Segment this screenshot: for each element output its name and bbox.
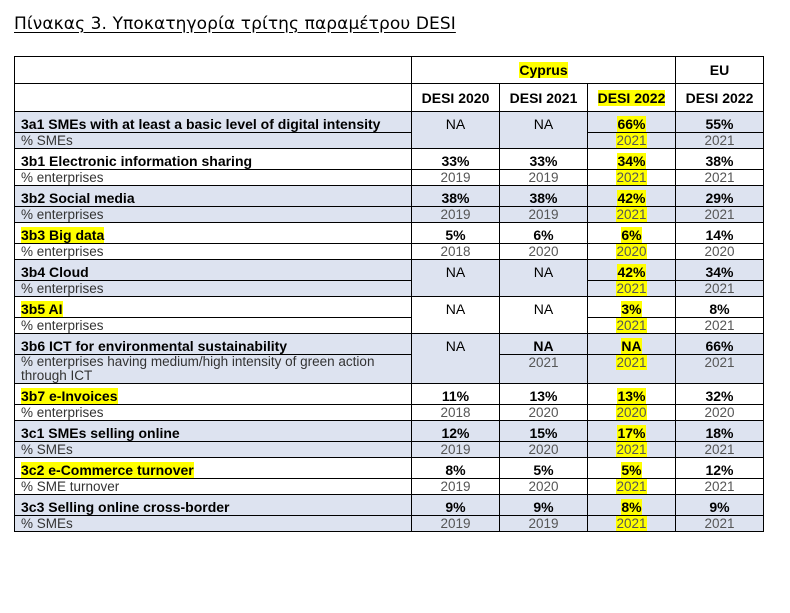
- eu-header: EU: [676, 57, 764, 84]
- table-row: [15, 149, 764, 170]
- value-text: 14%: [705, 227, 734, 243]
- column-header-desi-2020: DESI 2020: [412, 84, 500, 112]
- year-text: 2021: [616, 318, 647, 333]
- value-text: 34%: [617, 153, 646, 169]
- table-row-sub: [15, 170, 764, 186]
- header-row-columns: [15, 84, 764, 112]
- year-text: 2018: [440, 405, 471, 420]
- value-text: 38%: [529, 190, 558, 206]
- desi-table: [14, 56, 764, 532]
- year-cell: [500, 170, 588, 186]
- value-cell: [588, 260, 676, 281]
- column-header-desi-2021: DESI 2021: [500, 84, 588, 112]
- value-text: 13%: [529, 388, 558, 404]
- year-text: 2020: [616, 244, 647, 259]
- value-cell: [588, 186, 676, 207]
- value-cell: NA: [412, 334, 500, 384]
- year-cell: [412, 479, 500, 495]
- value-text: 66%: [705, 338, 734, 354]
- value-cell: [676, 112, 764, 133]
- header-row-top: [15, 57, 764, 84]
- year-text: 2021: [704, 442, 735, 457]
- column-header-desi-2022-eu: DESI 2022: [676, 84, 764, 112]
- table-row-sub: [15, 405, 764, 421]
- indicator-label: 3b5 AI: [21, 301, 63, 317]
- year-cell: [676, 355, 764, 384]
- value-cell: [500, 223, 588, 244]
- value-text: 8%: [445, 462, 466, 478]
- table-row-sub: [15, 207, 764, 223]
- indicator-label: 3b7 e-Invoices: [21, 388, 118, 404]
- indicator-label: 3b1 Electronic information sharing: [21, 153, 253, 169]
- value-cell: [676, 297, 764, 318]
- indicator-unit: % enterprises having medium/high intensity of green action through ICT: [15, 355, 412, 384]
- year-text: 2021: [616, 442, 647, 457]
- value-cell: [412, 384, 500, 405]
- year-cell: [412, 405, 500, 421]
- year-text: 2019: [440, 207, 471, 222]
- year-text: 2021: [704, 170, 735, 185]
- year-text: 2021: [616, 516, 647, 531]
- year-cell: [588, 281, 676, 297]
- value-text: 5%: [445, 227, 466, 243]
- indicator-label: 3a1 SMEs with at least a basic level of digital intensity: [21, 116, 381, 132]
- value-cell: [676, 223, 764, 244]
- year-cell: [676, 479, 764, 495]
- value-text: 32%: [705, 388, 734, 404]
- year-cell: [500, 207, 588, 223]
- year-cell: [412, 442, 500, 458]
- table-row: [15, 458, 764, 479]
- year-text: 2019: [440, 479, 471, 494]
- year-text: 2021: [704, 318, 735, 333]
- value-text: 8%: [709, 301, 730, 317]
- value-text: 9%: [533, 499, 554, 515]
- value-text: 42%: [617, 264, 646, 280]
- value-cell: [500, 421, 588, 442]
- value-cell: [412, 149, 500, 170]
- indicator-name: [15, 297, 412, 318]
- value-cell: [412, 223, 500, 244]
- value-cell: NA: [500, 260, 588, 297]
- value-cell: [676, 260, 764, 281]
- value-cell: [588, 297, 676, 318]
- indicator-name: [15, 186, 412, 207]
- year-cell: [412, 170, 500, 186]
- year-text: 2019: [440, 442, 471, 457]
- value-cell: [500, 458, 588, 479]
- value-text: 5%: [533, 462, 554, 478]
- table-row: [15, 334, 764, 355]
- table-row: [15, 495, 764, 516]
- year-text: 2020: [704, 244, 735, 259]
- value-text: 33%: [441, 153, 470, 169]
- value-cell: [588, 495, 676, 516]
- indicator-label: 3b2 Social media: [21, 190, 135, 206]
- year-text: 2021: [704, 133, 735, 148]
- header-empty-cell: [15, 57, 412, 84]
- value-text: 9%: [445, 499, 466, 515]
- year-text: 2021: [616, 281, 647, 296]
- year-text: 2020: [528, 479, 559, 494]
- year-text: 2021: [704, 207, 735, 222]
- year-text: 2021: [528, 355, 559, 370]
- year-text: 2021: [704, 516, 735, 531]
- indicator-unit: % enterprises: [15, 170, 412, 186]
- value-text: 12%: [441, 425, 470, 441]
- table-row-sub: [15, 281, 764, 297]
- value-cell: [412, 421, 500, 442]
- indicator-name: [15, 421, 412, 442]
- value-text: 12%: [705, 462, 734, 478]
- year-cell: [588, 133, 676, 149]
- value-text: NA: [621, 338, 642, 354]
- indicator-label: 3b3 Big data: [21, 227, 105, 243]
- value-cell: [588, 223, 676, 244]
- year-text: 2020: [528, 405, 559, 420]
- value-cell: [500, 334, 588, 355]
- value-text: 17%: [617, 425, 646, 441]
- indicator-unit: % SME turnover: [15, 479, 412, 495]
- year-cell: [500, 244, 588, 260]
- value-cell: [412, 186, 500, 207]
- year-cell: [500, 479, 588, 495]
- year-cell: [588, 442, 676, 458]
- value-cell: [588, 112, 676, 133]
- value-text: NA: [533, 338, 554, 354]
- cyprus-header: [412, 57, 676, 84]
- indicator-unit: % enterprises: [15, 281, 412, 297]
- cyprus-label: Cyprus: [519, 62, 568, 78]
- table-row: [15, 260, 764, 281]
- indicator-unit: % enterprises: [15, 318, 412, 334]
- value-cell: [500, 186, 588, 207]
- value-text: 29%: [705, 190, 734, 206]
- column-header-desi-2022-label: DESI 2022: [597, 89, 666, 106]
- value-text: 5%: [621, 462, 642, 478]
- indicator-unit: % enterprises: [15, 207, 412, 223]
- table-row-sub: [15, 244, 764, 260]
- year-cell: [676, 170, 764, 186]
- year-cell: [412, 207, 500, 223]
- value-text: 66%: [617, 116, 646, 132]
- value-text: 11%: [441, 388, 470, 404]
- indicator-name: [15, 260, 412, 281]
- year-cell: [412, 516, 500, 532]
- year-cell: [676, 281, 764, 297]
- year-text: 2020: [616, 405, 647, 420]
- value-cell: NA: [412, 297, 500, 334]
- indicator-unit: % enterprises: [15, 405, 412, 421]
- indicator-name: [15, 384, 412, 405]
- value-cell: [676, 421, 764, 442]
- table-row-sub: [15, 133, 764, 149]
- year-cell: [500, 516, 588, 532]
- year-cell: [588, 207, 676, 223]
- value-cell: [676, 458, 764, 479]
- value-text: 13%: [617, 388, 646, 404]
- year-text: 2018: [440, 244, 471, 259]
- year-cell: [588, 479, 676, 495]
- year-cell: [588, 516, 676, 532]
- table-caption: Πίνακας 3. Υποκατηγορία τρίτης παραμέτρου DESI: [14, 14, 456, 34]
- value-cell: [676, 149, 764, 170]
- year-cell: [500, 355, 588, 384]
- value-text: 8%: [621, 499, 642, 515]
- value-cell: [588, 149, 676, 170]
- value-text: 18%: [705, 425, 734, 441]
- year-text: 2021: [616, 479, 647, 494]
- table-row-sub: [15, 442, 764, 458]
- indicator-unit: % SMEs: [15, 442, 412, 458]
- column-header-desi-2022-cyprus: [588, 84, 676, 112]
- year-text: 2019: [440, 516, 471, 531]
- table-row: [15, 112, 764, 133]
- value-text: 33%: [529, 153, 558, 169]
- table-row: [15, 297, 764, 318]
- year-text: 2019: [528, 516, 559, 531]
- indicator-label: 3b4 Cloud: [21, 264, 89, 280]
- value-text: 38%: [705, 153, 734, 169]
- value-cell: NA: [500, 112, 588, 149]
- value-cell: [676, 495, 764, 516]
- year-cell: [676, 133, 764, 149]
- indicator-name: [15, 223, 412, 244]
- table-row-sub: [15, 479, 764, 495]
- indicator-label: 3c1 SMEs selling online: [21, 425, 180, 441]
- value-cell: [588, 334, 676, 355]
- indicator-label: 3c3 Selling online cross-border: [21, 499, 230, 515]
- value-text: 9%: [709, 499, 730, 515]
- value-text: 55%: [705, 116, 734, 132]
- year-cell: [588, 244, 676, 260]
- value-cell: [412, 495, 500, 516]
- indicator-name: [15, 112, 412, 133]
- year-cell: [588, 318, 676, 334]
- year-text: 2020: [528, 442, 559, 457]
- value-cell: NA: [500, 297, 588, 334]
- value-cell: [412, 458, 500, 479]
- year-cell: [588, 405, 676, 421]
- year-text: 2021: [704, 281, 735, 296]
- indicator-label: 3c2 e-Commerce turnover: [21, 462, 194, 478]
- value-text: 3%: [621, 301, 642, 317]
- year-text: 2021: [704, 355, 735, 370]
- year-text: 2019: [528, 207, 559, 222]
- value-text: 15%: [529, 425, 558, 441]
- year-cell: [500, 405, 588, 421]
- value-cell: NA: [412, 260, 500, 297]
- year-cell: [588, 355, 676, 384]
- year-text: 2021: [616, 170, 647, 185]
- indicator-name: [15, 458, 412, 479]
- value-cell: [676, 334, 764, 355]
- table-row-sub: [15, 516, 764, 532]
- table-row-sub: [15, 355, 764, 384]
- year-cell: [676, 405, 764, 421]
- value-cell: [676, 384, 764, 405]
- table-row-sub: [15, 318, 764, 334]
- year-cell: [676, 244, 764, 260]
- year-cell: [676, 318, 764, 334]
- indicator-name: [15, 495, 412, 516]
- year-text: 2021: [704, 479, 735, 494]
- year-cell: [676, 442, 764, 458]
- value-text: 42%: [617, 190, 646, 206]
- value-cell: NA: [412, 112, 500, 149]
- year-cell: [412, 244, 500, 260]
- year-cell: [676, 207, 764, 223]
- value-text: 6%: [533, 227, 554, 243]
- value-text: 38%: [441, 190, 470, 206]
- value-cell: [676, 186, 764, 207]
- value-text: 34%: [705, 264, 734, 280]
- year-text: 2021: [616, 133, 647, 148]
- value-cell: [500, 149, 588, 170]
- table-row: [15, 421, 764, 442]
- indicator-name: [15, 334, 412, 355]
- value-cell: [500, 495, 588, 516]
- indicator-unit: % SMEs: [15, 133, 412, 149]
- indicator-unit: % SMEs: [15, 516, 412, 532]
- value-text: 6%: [621, 227, 642, 243]
- year-cell: [676, 516, 764, 532]
- value-cell: [500, 384, 588, 405]
- year-cell: [588, 170, 676, 186]
- year-text: 2019: [528, 170, 559, 185]
- indicator-unit: % enterprises: [15, 244, 412, 260]
- value-cell: [588, 384, 676, 405]
- year-text: 2019: [440, 170, 471, 185]
- indicator-label: 3b6 ICT for environmental sustainability: [21, 338, 288, 354]
- year-cell: [500, 442, 588, 458]
- indicator-name: [15, 149, 412, 170]
- value-cell: [588, 421, 676, 442]
- year-text: 2021: [616, 207, 647, 222]
- year-text: 2020: [528, 244, 559, 259]
- year-text: 2021: [616, 355, 647, 370]
- year-text: 2020: [704, 405, 735, 420]
- table-row: [15, 186, 764, 207]
- table-row: [15, 223, 764, 244]
- table-row: [15, 384, 764, 405]
- value-cell: [588, 458, 676, 479]
- header-empty-cell: [15, 84, 412, 112]
